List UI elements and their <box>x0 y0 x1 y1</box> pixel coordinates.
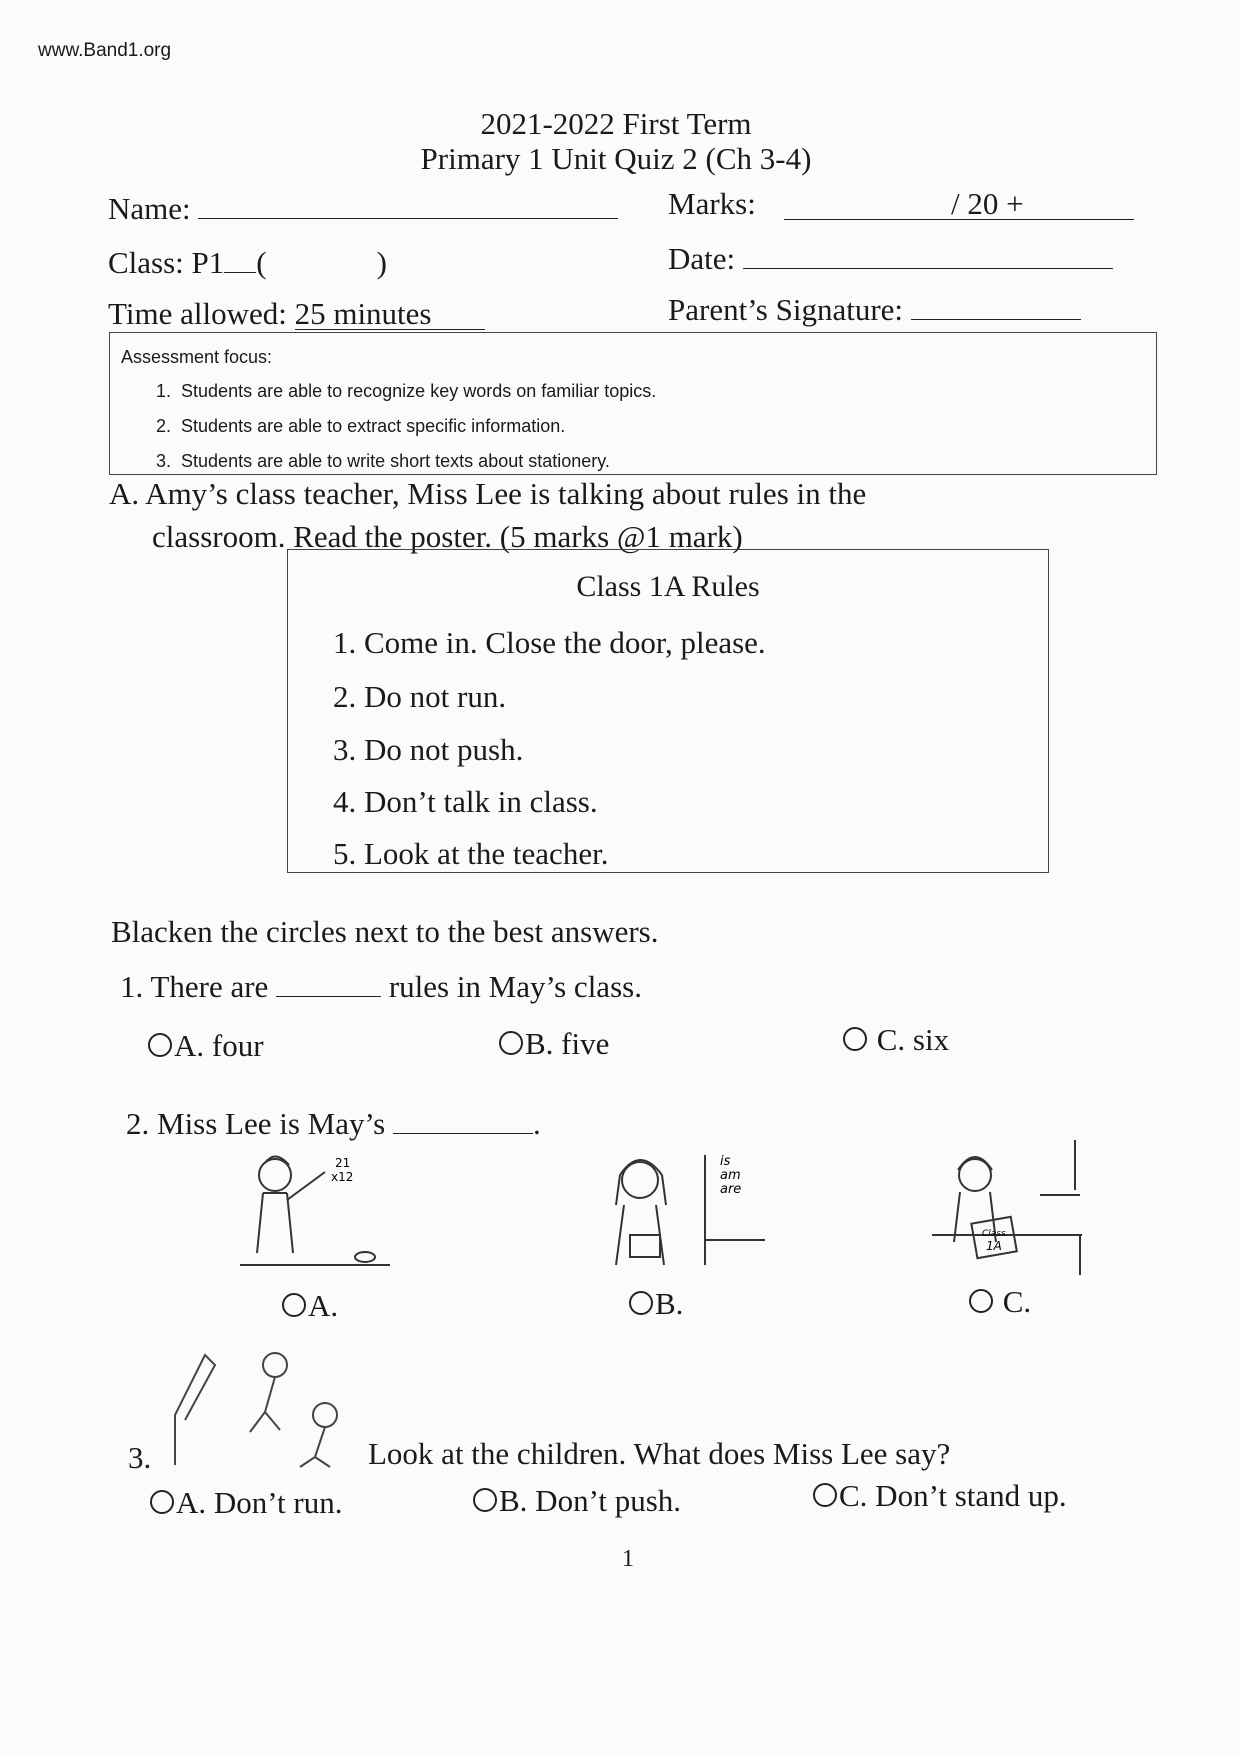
name-label: Name: <box>108 191 191 226</box>
radio-circle-icon[interactable] <box>843 1027 867 1051</box>
rule-item: 2. Do not run. <box>333 679 507 714</box>
time-value: 25 minutes <box>295 298 485 330</box>
q3-option-c[interactable]: C. Don’t stand up. <box>813 1480 1067 1511</box>
class-number-open: ( <box>256 245 267 280</box>
name-field[interactable] <box>108 193 618 224</box>
date-field[interactable] <box>668 243 1113 274</box>
q2-option-c[interactable]: C. <box>969 1286 1031 1317</box>
q3-option-b[interactable]: B. Don’t push. <box>473 1485 681 1516</box>
marks-blank[interactable] <box>784 188 1134 220</box>
rule-item: 4. Don’t talk in class. <box>333 784 598 819</box>
radio-circle-icon[interactable] <box>813 1483 837 1507</box>
student-illustration <box>930 1140 1090 1280</box>
radio-circle-icon[interactable] <box>148 1033 172 1057</box>
title-term: 2021-2022 First Term <box>480 106 752 141</box>
q2-option-a[interactable]: A. <box>282 1290 338 1321</box>
radio-circle-icon[interactable] <box>499 1031 523 1055</box>
answer-blank <box>276 996 381 997</box>
question-2: 2. Miss Lee is May’s . <box>126 1106 541 1141</box>
pic-text: am <box>720 1168 741 1183</box>
class-field[interactable] <box>108 247 387 278</box>
date-blank[interactable] <box>743 268 1113 269</box>
marks-total: / 20 + <box>950 186 1024 221</box>
title-quiz: Primary 1 Unit Quiz 2 (Ch 3-4) <box>420 141 812 176</box>
question-3-number: 3. <box>128 1440 152 1475</box>
page-number: 1 <box>622 1546 634 1572</box>
teacher-maths-illustration <box>235 1145 395 1275</box>
q1-option-a[interactable]: A. four <box>148 1030 264 1061</box>
radio-circle-icon[interactable] <box>150 1490 174 1514</box>
pic-text: 1A <box>986 1239 1002 1253</box>
class-blank[interactable] <box>224 272 256 273</box>
radio-circle-icon[interactable] <box>282 1293 306 1317</box>
teacher-english-illustration <box>590 1145 770 1275</box>
section-a-intro-line2: classroom. Read the poster. (5 marks @1 mark) <box>152 519 743 554</box>
site-watermark: www.Band1.org <box>38 40 172 61</box>
rule-item: 3. Do not push. <box>333 732 524 767</box>
radio-circle-icon[interactable] <box>473 1488 497 1512</box>
q1-option-b[interactable]: B. five <box>499 1028 609 1059</box>
assessment-heading: Assessment focus: <box>121 347 273 367</box>
radio-circle-icon[interactable] <box>969 1289 993 1313</box>
pic-text: is <box>720 1154 731 1169</box>
class-label: Class: P1 <box>108 245 225 280</box>
signature-label: Parent’s Signature: <box>668 292 904 327</box>
pic-text: 21 <box>335 1156 351 1170</box>
q1-option-c[interactable]: C. six <box>843 1024 949 1055</box>
question-3: Look at the children. What does Miss Lee say? <box>368 1436 951 1471</box>
instruction: Blacken the circles next to the best answers. <box>111 914 659 949</box>
rule-item: 1. Come in. Close the door, please. <box>333 625 766 660</box>
rules-poster <box>287 549 1049 873</box>
pic-text: Class <box>982 1229 1006 1239</box>
pic-text: are <box>720 1182 742 1197</box>
marks-label: Marks: <box>668 186 756 221</box>
time-field <box>108 298 485 330</box>
focus-item: 3. Students are able to write short texts about stationery. <box>156 451 610 471</box>
section-a-intro-line1: A. Amy’s class teacher, Miss Lee is talking about rules in the <box>109 476 867 511</box>
signature-blank[interactable] <box>911 319 1081 320</box>
name-blank[interactable] <box>198 218 618 219</box>
date-label: Date: <box>668 241 736 276</box>
focus-item: 2. Students are able to extract specific information. <box>156 416 566 436</box>
pic-text: x12 <box>331 1170 354 1184</box>
poster-title: Class 1A Rules <box>576 570 760 603</box>
q2-option-b[interactable]: B. <box>629 1288 683 1319</box>
focus-item: 1. Students are able to recognize key words on familiar topics. <box>156 381 657 401</box>
radio-circle-icon[interactable] <box>629 1291 653 1315</box>
answer-blank <box>393 1133 533 1134</box>
q3-option-a[interactable]: A. Don’t run. <box>150 1487 342 1518</box>
marks-field[interactable] <box>668 188 1134 220</box>
question-1: 1. There are rules in May’s class. <box>120 969 642 1004</box>
children-running-illustration <box>165 1335 365 1475</box>
time-label: Time allowed: <box>108 296 287 331</box>
class-number-close: ) <box>376 245 387 280</box>
assessment-focus-box <box>109 332 1157 475</box>
rule-item: 5. Look at the teacher. <box>333 836 609 871</box>
signature-field[interactable] <box>668 294 1081 325</box>
